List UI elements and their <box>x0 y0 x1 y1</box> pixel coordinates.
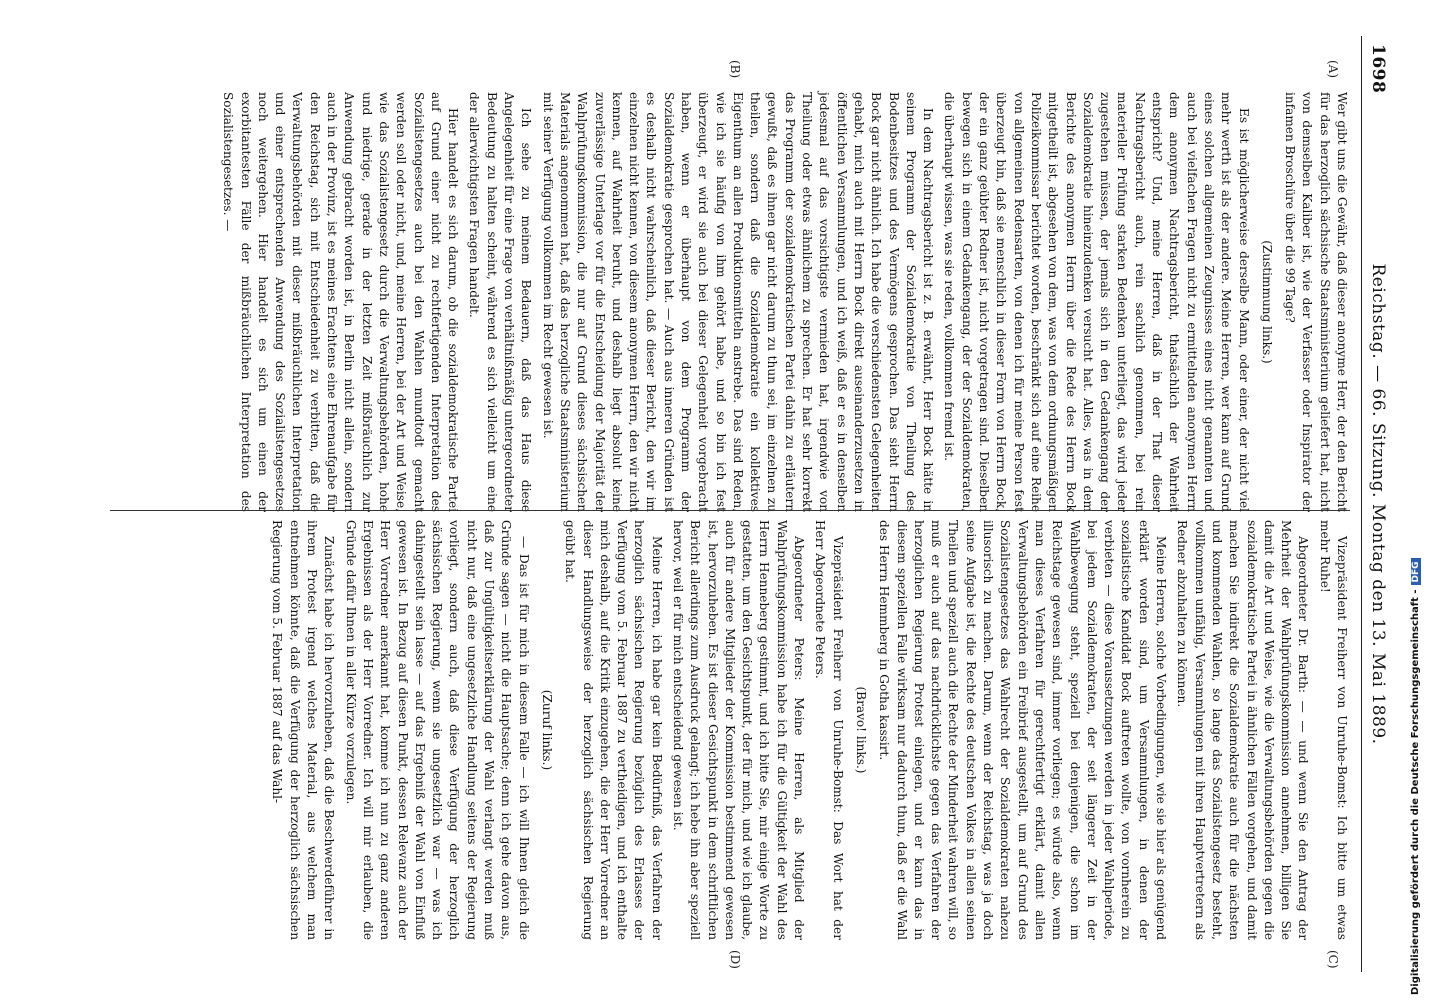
paragraph: Vizepräsident Freiherr von Unruhe-Bomst: Ich bitte um etwas mehr Ruhe! <box>1317 520 1349 940</box>
paragraph: Meine Herren, ich habe gar kein Bedürfniß, das Verfahren der herzoglich sächsischen Regierung bezüglich des Erlasses der Verfügung vom 5. Februar 1887 zu vertheidigen, und ich enthalte mich deshalb, auf die Kritik einzugehen, die der Herr Vorredner an dieser Handlungsweise der herzoglich sächsischen Regierung geübt hat. <box>563 520 664 940</box>
paragraph: Zunächst habe ich hervorzuheben, daß die Beschwerdeführer in ihrem Protest irgend welches Material, aus welchem man entnehmen könnte, daß die Verfügung der herzoglich sächsischen Regierung vom 5. Februar 1887 auf das Wahl- <box>270 520 337 940</box>
page-header <box>1361 36 1392 972</box>
paragraph: Ich sehe zu meinem Bedauern, daß das Haus diese Angelegenheit für eine Frage von verhältnißmäßig untergeordneter Bedeutung zu halten scheint, während es sich vielleicht um eine der allerwichtigsten Fragen handelt. <box>467 92 534 512</box>
paragraph: Wer gibt uns die Gewähr, daß dieser anonyme Herr, der den Bericht für das herzoglich sächsische Staatsministerium geliefert hat, nicht von demselben Kaliber ist, wie der Verfasser oder Inspirator der infamen Broschüre über die 99 Tage? <box>1283 92 1349 512</box>
dfg-logo: DFG <box>1411 558 1421 585</box>
paragraph: Abgeordneter Dr. Barth: — — und wenn Sie den Antrag der Mehrheit der Wahlprüfungskommission annehmen, billigen Sie damit die Art und Weise, wie die Verwaltungsbehörden gegen die sozialdemokratische Partei in ähnlichen Fällen vorgehen, und damit machen Sie indirekt die Sozialdemokratie auch für die nächsten und kommenden Wahlen, so lange das Sozialistengesetz besteht, vollkommen unfähig, Versammlungen mit ihren Hauptvertretern als Redner abzuhalten zu können. <box>1175 520 1311 940</box>
margin-marker-a: (A) <box>1326 60 1340 79</box>
left-column <box>110 92 1350 512</box>
margin-marker-b: (B) <box>728 60 742 79</box>
column-divider <box>110 510 1350 511</box>
paragraph: — Das ist für mich in diesem Falle — ich will Ihnen gleich die Gründe sagen — nicht die Hauptsache; denn ich gehe davon aus, daß zur Ungültigkeitserklärung der Wahl verlangt werden muß nicht nur, daß eine ungesetzliche Handlung seitens der Regierung vorliegt, sondern auch, daß diese Verfügung der herzoglich sächsischen Regierung, wenn sie ungesetzlich war — was ich dahingestellt sein lasse — auf das Ergebniß der Wahl von Einfluß gewesen ist. In Bezug auf diesen Punkt, dessen Relevanz auch der Herr Vorredner anerkannt hat, komme ich nun zu ganz anderen Ergebnissen als der Herr Vorredner. Ich will mir erlauben, die Gründe dafür Ihnen in aller Kürze vorzulegen. <box>343 520 531 940</box>
page-title: Reichstag. — 66. Sitzung. Montag den 13. Mai 1889. <box>1368 263 1388 745</box>
page-number: 1698 <box>1368 44 1388 94</box>
paragraph: Hier handelt es sich darum, ob die sozialdemokratische Partei auf Grund einer nicht zu rechtfertigenden Interpretation des Sozialistengesetzes auch bei den Wahlen mundtodt gemacht werden soll oder nicht, und, meine Herren, bei der Art und Weise, wie das Sozialistengesetz durch die Verwaltungsbehörden, hohe und niedrige, gerade in der letzten Zeit mißbräuchlich zur Anwendung gebracht worden ist, in Berlin nicht allein, sondern auch in der Provinz, ist es meines Erachtens eine Ehrenaufgabe für den Reichstag, sich mit Entschiedenheit zu verbitten, daß die Verwaltungsbehörden mit dieser mißbräuchlichen Interpretation und einer entsprechenden Anwendung des Sozialistengesetzes noch weitergehen. Hier handelt es sich um einen der exorbitantesten Fälle der mißbräuchlichen Interpretation des Sozialistengesetzes. — <box>221 92 461 512</box>
interjection: (Bravo! links.) <box>853 686 868 774</box>
dfg-note-text: Digitalisierung gefördert durch die Deutsche Forschungsgemeinschaft - <box>1410 589 1421 995</box>
dfg-funding-note <box>1410 558 1421 995</box>
paragraph: Abgeordneter Peters: Meine Herren, als Mitglied der Wahlprüfungskommission habe ich für die Gültigkeit der Wahl des Herrn Henneberg gestimmt, und ich bitte Sie, mir einige Worte zu gestatten, um den Gesichtspunkt, der für mich, und wie ich glaube, auch für andere Mitglieder der Kommission bestimmend gewesen ist, hervorzuheben. Es ist dieser Gesichtspunkt in dem schriftlichen Bericht allerdings zum Ausdruck gelangt; ich hebe ihn aber speziell hervor, weil er für mich entscheidend gewesen ist. <box>671 520 807 940</box>
margin-marker-d: (D) <box>728 950 742 969</box>
paragraph: Meine Herren, solche Vorbedingungen, wie sie hier als genügend erklärt worden sind, um Versammlungen, in denen der sozialistische Kandidat Bock auftreten wollte, von vornherein zu verbieten — diese Voraussetzungen werden in jeder Wahlperiode, bei jedem Sozialdemokraten, der seit längerer Zeit in der Wahlbewegung steht, speziell bei denjenigen, die schon im Reichstage gewesen sind, immer vorliegen; es würde also, wenn man dieses Verfahren für gerechtfertigt erklärt, damit allen Verwaltungsbehörden ein Freibrief ausgestellt, um auf Grund des Sozialistengesetzes das Wahlrecht der Sozialdemokraten nahezu illusorisch zu machen. Darum, wenn der Reichstag, was ja doch seine Aufgabe ist, die Rechte des deutschen Volkes in allen seinen Theilen und speziell auch die Rechte der Minderheit wahren will, so muß er auch auf das nachdrücklichste gegen das Verfahren der herzoglichen Regierung Protest einlegen, und er kann das in diesem speziellen Falle wirksam nur dadurch thun, daß er die Wahl des Herrn Hemmberg in Gotha kassirt. <box>877 520 1169 940</box>
margin-marker-c: (C) <box>1326 950 1340 969</box>
right-column <box>110 520 1350 940</box>
paragraph: Es ist möglicherweise derselbe Mann, oder einer, der nicht viel mehr werth ist als der andere. Meine Herren, wer kann auf Grund eines solchen allgemeinen Zeugnisses eines nicht genannten und auch bei vielfachen Fragen nicht zu ermittelnden anonymen Herrn dem anonymen Nachtragsbericht, thatsächlich der Wahrheit entspricht? Und, meine Herren, daß in der That dieser Nachtragsbericht auch, rein sachlich genommen, bei rein materieller Prüfung starken Bedenken unterliegt, das wird jeder zugestehen müssen, der jemals sich in den Gedankengang der Sozialdemokratie hineinzudenken versucht hat. Alles, was in dem Berichte des anonymen Herrn über die Rede des Herrn Bock mitgetheilt ist, abgesehen von dem, was von dem ordnungsmäßigen Polizeikommissar berichtet worden, beschränkt sich auf eine Reihe von allgemeinen Redensarten, von denen ich für meine Person fest überzeugt bin, daß sie menschlich in dieser Form von Herrn Bock, der ein ganz geübter Redner ist, nicht vorgetragen sind. Dieselben bewegen sich in einem Gedankengang, der der Sozialdemokraten, die überhaupt wissen, was sie reden, vollkommen fremd ist. <box>942 92 1251 512</box>
interjection: (Zustimmung links.) <box>1259 240 1274 364</box>
interjection: (Zuruf links.) <box>539 689 554 771</box>
paragraph: Vizepräsident Freiherr von Unruhe-Bomst: Das Wort hat der Herr Abgeordnete Peters. <box>813 520 845 940</box>
paragraph: In dem Nachtragsbericht ist z. B. erwähnt, Herr Bock hätte in seinem Programm der Sozialdemokratie von Theilung des Bodenbesitzes und des Vermögens gesprochen. Das sieht Herrn Bock gar nicht ähnlich. Ich habe die verschiedensten Gelegenheiten gehabt, mich auch mit Herrn Bock direkt auseinanderzusetzen in öffentlichen Versammlungen, und ich weiß, daß er es in denselben jedesmal auf das vorsichtigste vermieden hat, irgendwie von Theilung oder etwas ähnlichem zu sprechen. Er hat sehr korrekt das Programm der sozialdemokratischen Partei dahin zu erläutern gewußt, daß es ihnen gar nicht darum zu thun sei, im einzelnen zu theilen, sondern daß die Sozialdemokratie ein kollektives Eigenthum an allen Produktionsmitteln anstrebe. Das sind Reden, wie ich sie häufig von ihm gehört habe, und so bin ich fest überzeugt, er wird sie auch bei dieser Gelegenheit vorgebracht haben, wenn er überhaupt von dem Programm der Sozialdemokratie gesprochen hat. — Auch aus inneren Gründen ist es deshalb nicht wahrscheinlich, daß dieser Bericht, den wir im einzelnen nicht kennen, von diesem anonymen Herrn, den wir nicht kennen, auf Wahrheit beruht, und deshalb liegt absolut keine zuverlässige Unterlage vor für die Entscheidung der Majorität der Wahlprüfungskommission, die nur auf Grund dieses sächsischen Materials angenommen hat, daß das herzogliche Staatsministerium mit seiner Verfügung vollkommen im Recht gewesen ist. <box>540 92 936 512</box>
